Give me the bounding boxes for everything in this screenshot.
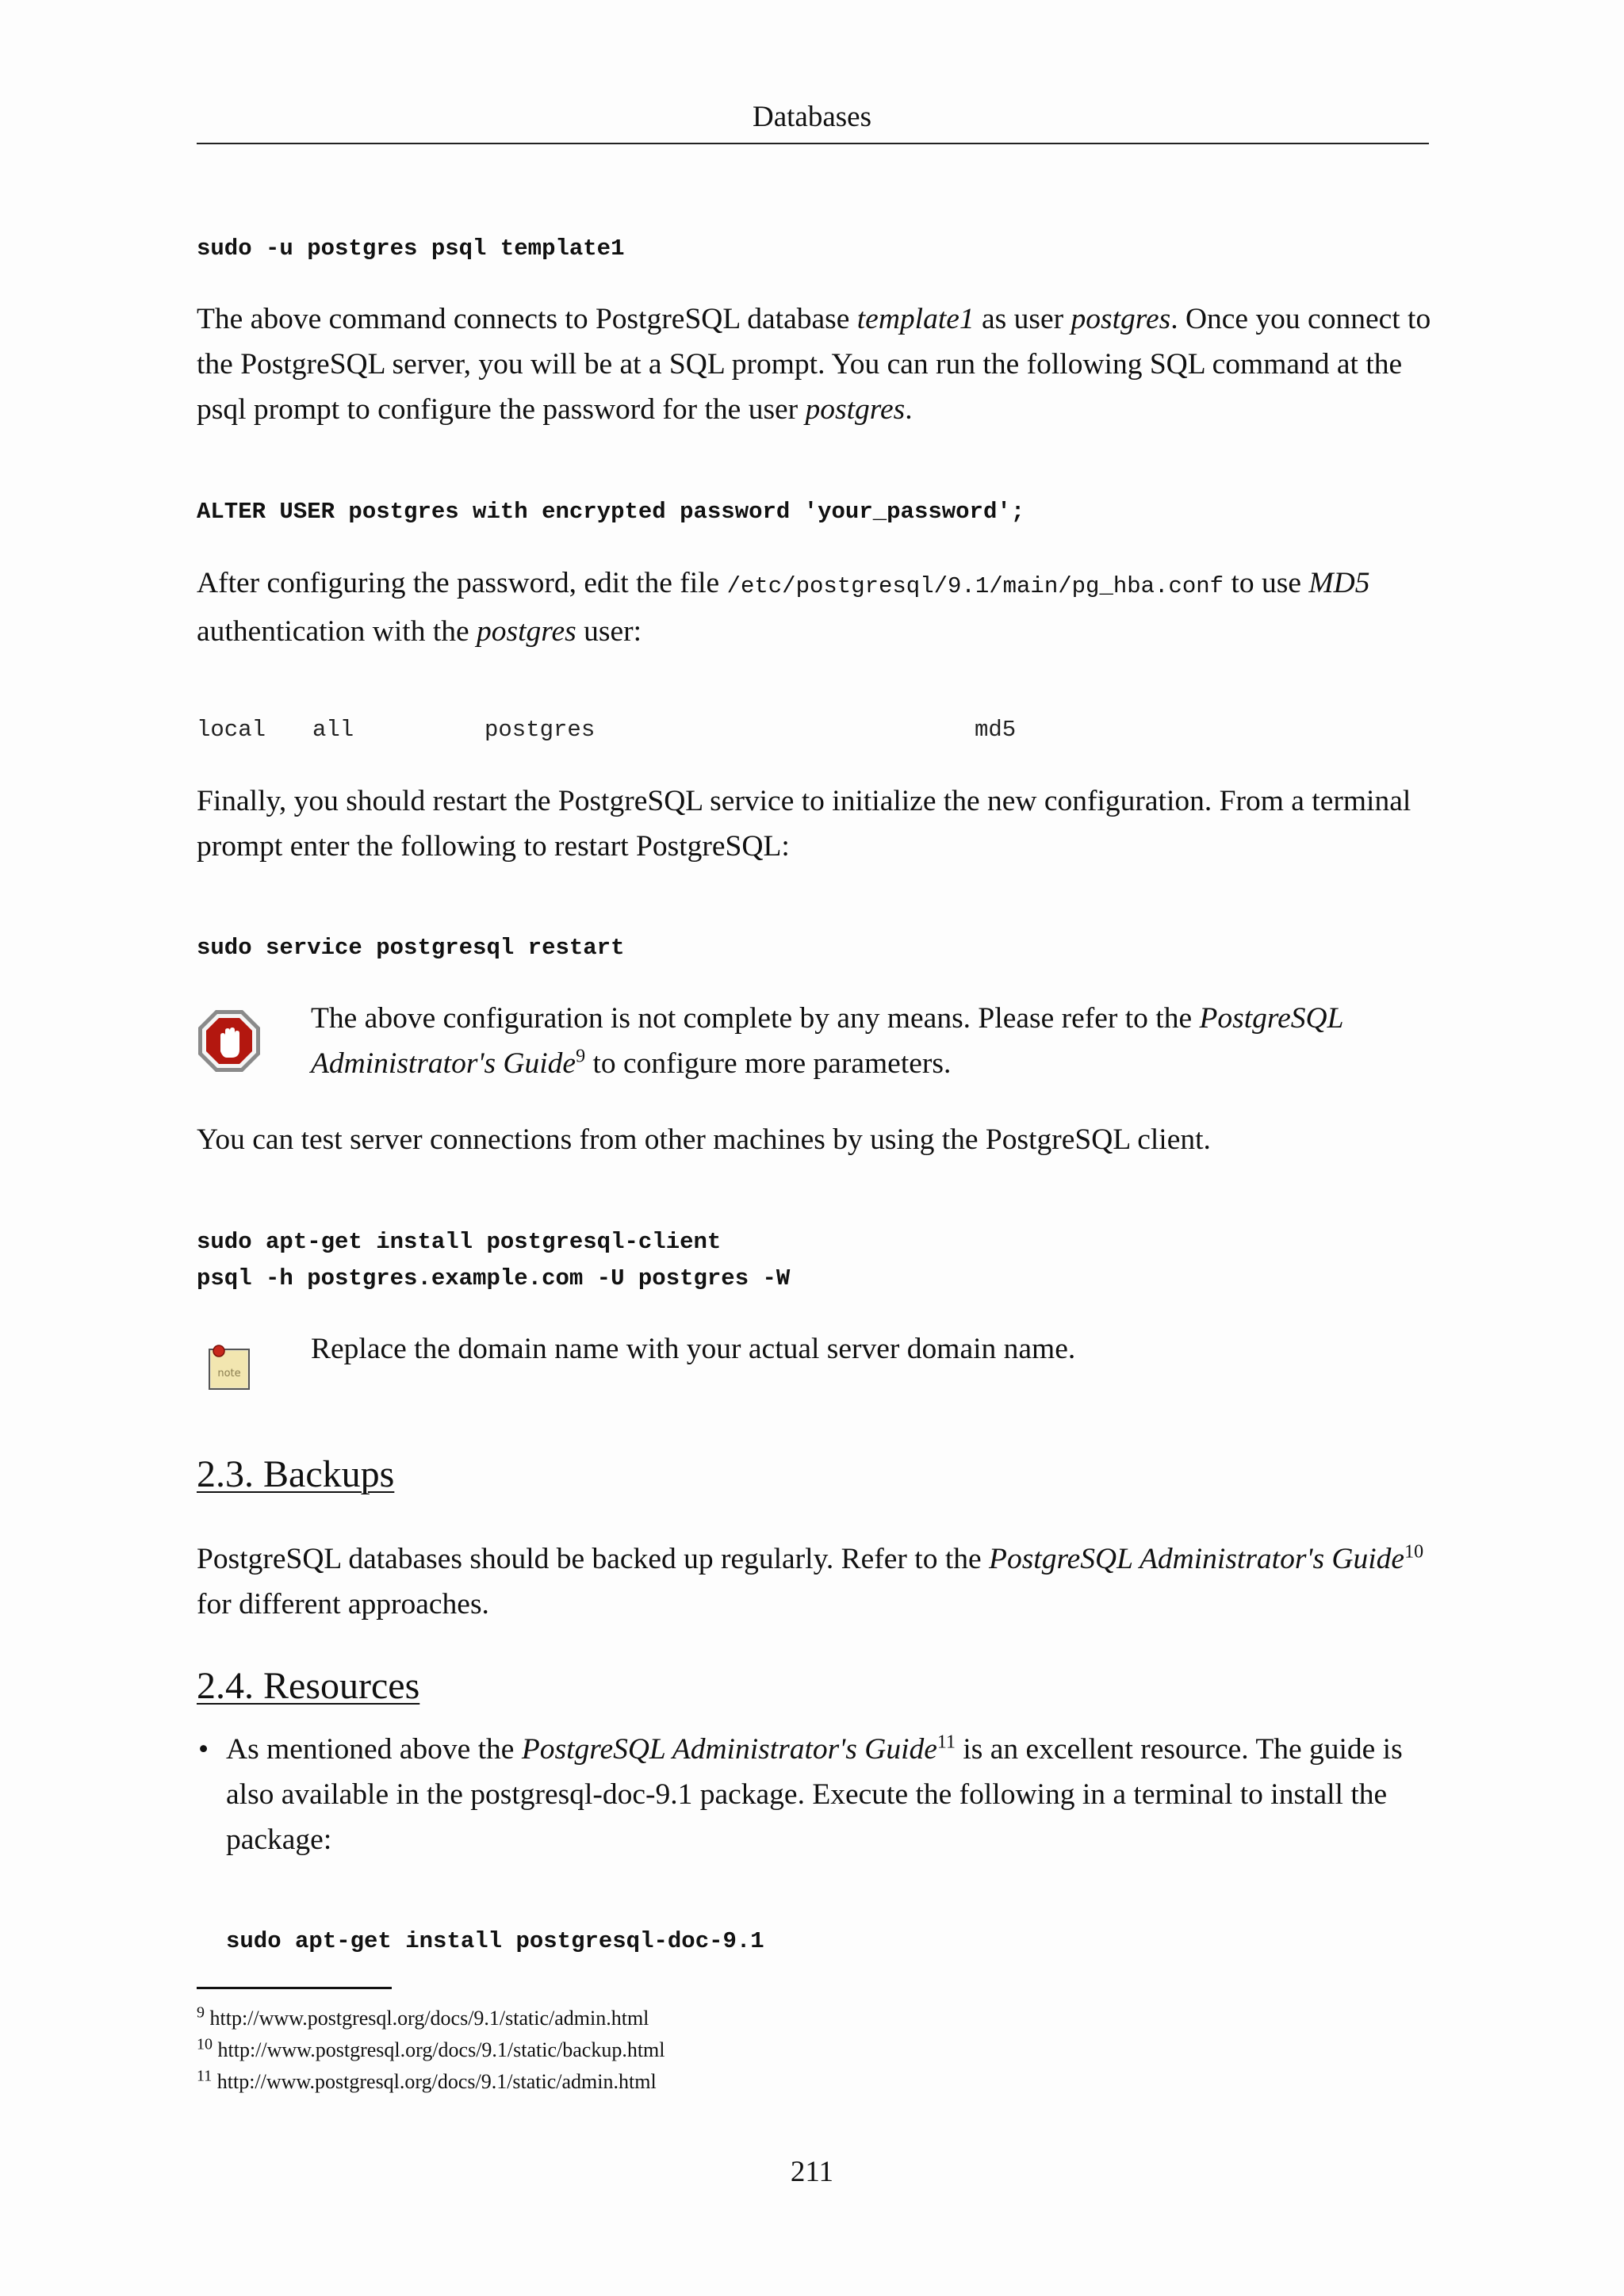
paragraph-restart: Finally, you should restart the PostgreSQL service to initialize the new configuration. From a terminal prompt enter the following to restart PostgreSQL: <box>197 785 1411 863</box>
code-client-line-1: sudo apt-get install postgresql-client <box>197 1229 722 1255</box>
code-psql-template1: sudo -u postgres psql template1 <box>197 235 625 262</box>
paragraph-test-connections: You can test server connections from other machines by using the PostgreSQL client. <box>197 1123 1211 1156</box>
config-col-type: local <box>197 717 266 743</box>
footnote-link[interactable]: http://www.postgresql.org/docs/9.1/static/backup.html <box>217 2038 665 2061</box>
info-note-text: Replace the domain name with your actual server domain name. <box>311 1333 1076 1365</box>
footnote-11: $^{11}$ http://www.postgresql.org/docs/9.1/static/admin.html <box>197 2067 657 2093</box>
footnote-10: $^{10}$ http://www.postgresql.org/docs/9.1/static/backup.html <box>197 2035 665 2061</box>
config-col-method: md5 <box>975 717 1017 743</box>
paragraph-backups: PostgreSQL databases should be backed up regularly. Refer to the PostgreSQL Administrator's Guide$^{10}$ for different approaches. <box>197 1541 1424 1621</box>
config-col-database: all <box>312 717 354 743</box>
footnote-link[interactable]: http://www.postgresql.org/docs/9.1/static/admin.html <box>209 2007 649 2030</box>
config-line <box>197 712 1307 748</box>
file-path: /etc/postgresql/9.1/main/pg_hba.conf <box>726 573 1224 599</box>
paragraph-pg-hba: After configuring the password, edit the file /etc/postgresql/9.1/main/pg_hba.conf to use MD5 authentication with the postgres user: <box>197 567 1370 648</box>
page-number: 211 <box>790 2156 834 2188</box>
warning-stop-icon <box>197 1008 262 1073</box>
config-col-user: postgres <box>485 717 596 743</box>
warning-note-text: The above configuration is not complete by any means. Please refer to the PostgreSQL Administrator's Guide$^9$ to configure more parameters. <box>311 1002 1343 1080</box>
code-service-restart: sudo service postgresql restart <box>197 935 625 961</box>
paragraph-connect: The above command connects to PostgreSQL database template1 as user postgres. Once you connect to the PostgreSQL server, you will be at a SQL prompt. You can run the following SQL command at the psql prompt to configure the password for the user postgres. <box>197 303 1431 426</box>
footnote-rule <box>197 1987 392 1989</box>
bullet-marker: • <box>198 1733 209 1766</box>
code-alter-user: ALTER USER postgres with encrypted password 'your_password'; <box>197 499 1025 525</box>
note-icon <box>203 1341 255 1394</box>
code-install-doc: sudo apt-get install postgresql-doc-9.1 <box>226 1928 764 1954</box>
footnote-9: $^9$ http://www.postgresql.org/docs/9.1/static/admin.html <box>197 2003 649 2030</box>
code-client-line-2: psql -h postgres.example.com -U postgres -W <box>197 1265 791 1292</box>
footnote-link[interactable]: http://www.postgresql.org/docs/9.1/static/admin.html <box>216 2070 657 2093</box>
header-rule <box>197 143 1429 144</box>
svg-text:note: note <box>217 1368 241 1380</box>
bullet-resources-text: As mentioned above the PostgreSQL Administrator's Guide$^{11}$ is an excellent resource. The guide is also available in the postgresql-doc-9.1 package. Execute the following in a terminal to install the package: <box>226 1732 1403 1856</box>
running-header: Databases <box>753 101 871 133</box>
heading-backups: 2.3. Backups <box>197 1453 395 1495</box>
heading-resources: 2.4. Resources <box>197 1665 420 1707</box>
